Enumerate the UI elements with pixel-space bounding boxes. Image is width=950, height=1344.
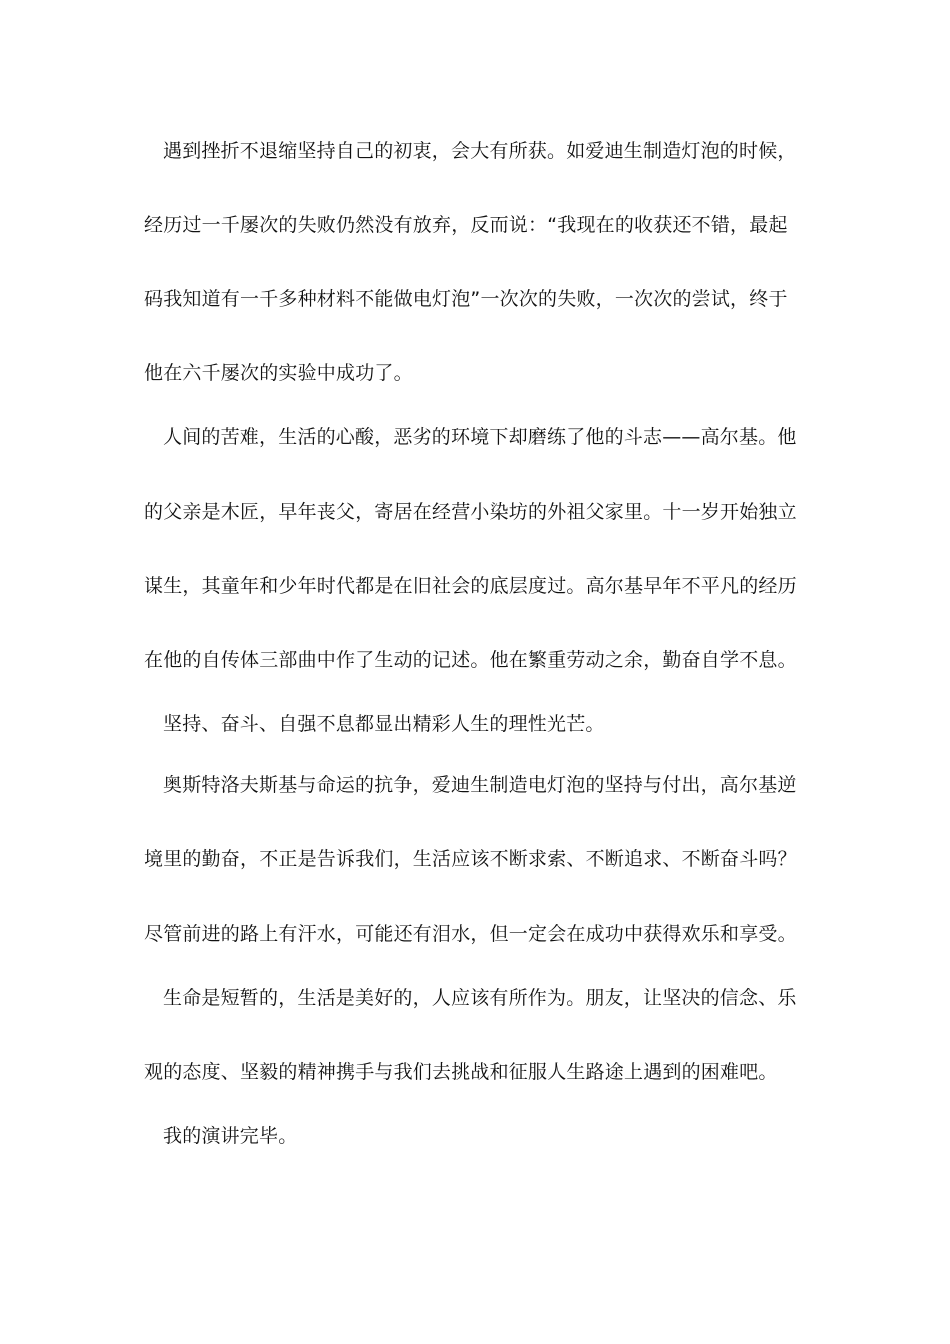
paragraph-3-line-1: 坚持、奋斗、自强不息都显出精彩人生的理性光芒。 xyxy=(163,713,605,735)
paragraph-2-line-2: 的父亲是木匠，早年丧父，寄居在经营小染坊的外祖父家里。十一岁开始独立 xyxy=(144,501,797,523)
paragraph-2-line-3: 谋生，其童年和少年时代都是在旧社会的底层度过。高尔基早年不平凡的经历 xyxy=(144,575,797,597)
paragraph-2-line-1: 人间的苦难，生活的心酸，恶劣的环境下却磨练了他的斗志——高尔基。他 xyxy=(163,426,797,448)
paragraph-1-line-4: 他在六千屡次的实验中成功了。 xyxy=(144,362,413,384)
paragraph-2-line-4: 在他的自传体三部曲中作了生动的记述。他在繁重劳动之余，勤奋自学不息。 xyxy=(144,649,797,671)
paragraph-4-line-3: 尽管前进的路上有汗水，可能还有泪水，但一定会在成功中获得欢乐和享受。 xyxy=(144,923,797,945)
paragraph-4-line-2: 境里的勤奋，不正是告诉我们，生活应该不断求索、不断追求、不断奋斗吗？ xyxy=(144,848,797,870)
paragraph-5-line-2: 观的态度、坚毅的精神携手与我们去挑战和征服人生路途上遇到的困难吧。 xyxy=(144,1061,778,1083)
paragraph-4-line-1: 奥斯特洛夫斯基与命运的抗争，爱迪生制造电灯泡的坚持与付出，高尔基逆 xyxy=(163,774,797,796)
paragraph-5-line-1: 生命是短暂的，生活是美好的，人应该有所作为。朋友，让坚决的信念、乐 xyxy=(163,987,797,1009)
closing-line: 我的演讲完毕。 xyxy=(163,1125,298,1147)
paragraph-1-line-3: 码我知道有一千多种材料不能做电灯泡”一次次的失败，一次次的尝试，终于 xyxy=(144,288,788,310)
paragraph-1-line-2: 经历过一千屡次的失败仍然没有放弃，反而说：“我现在的收获还不错，最起 xyxy=(144,214,788,236)
paragraph-1-line-1: 遇到挫折不退缩坚持自己的初衷，会大有所获。如爱迪生制造灯泡的时候， xyxy=(163,140,797,162)
